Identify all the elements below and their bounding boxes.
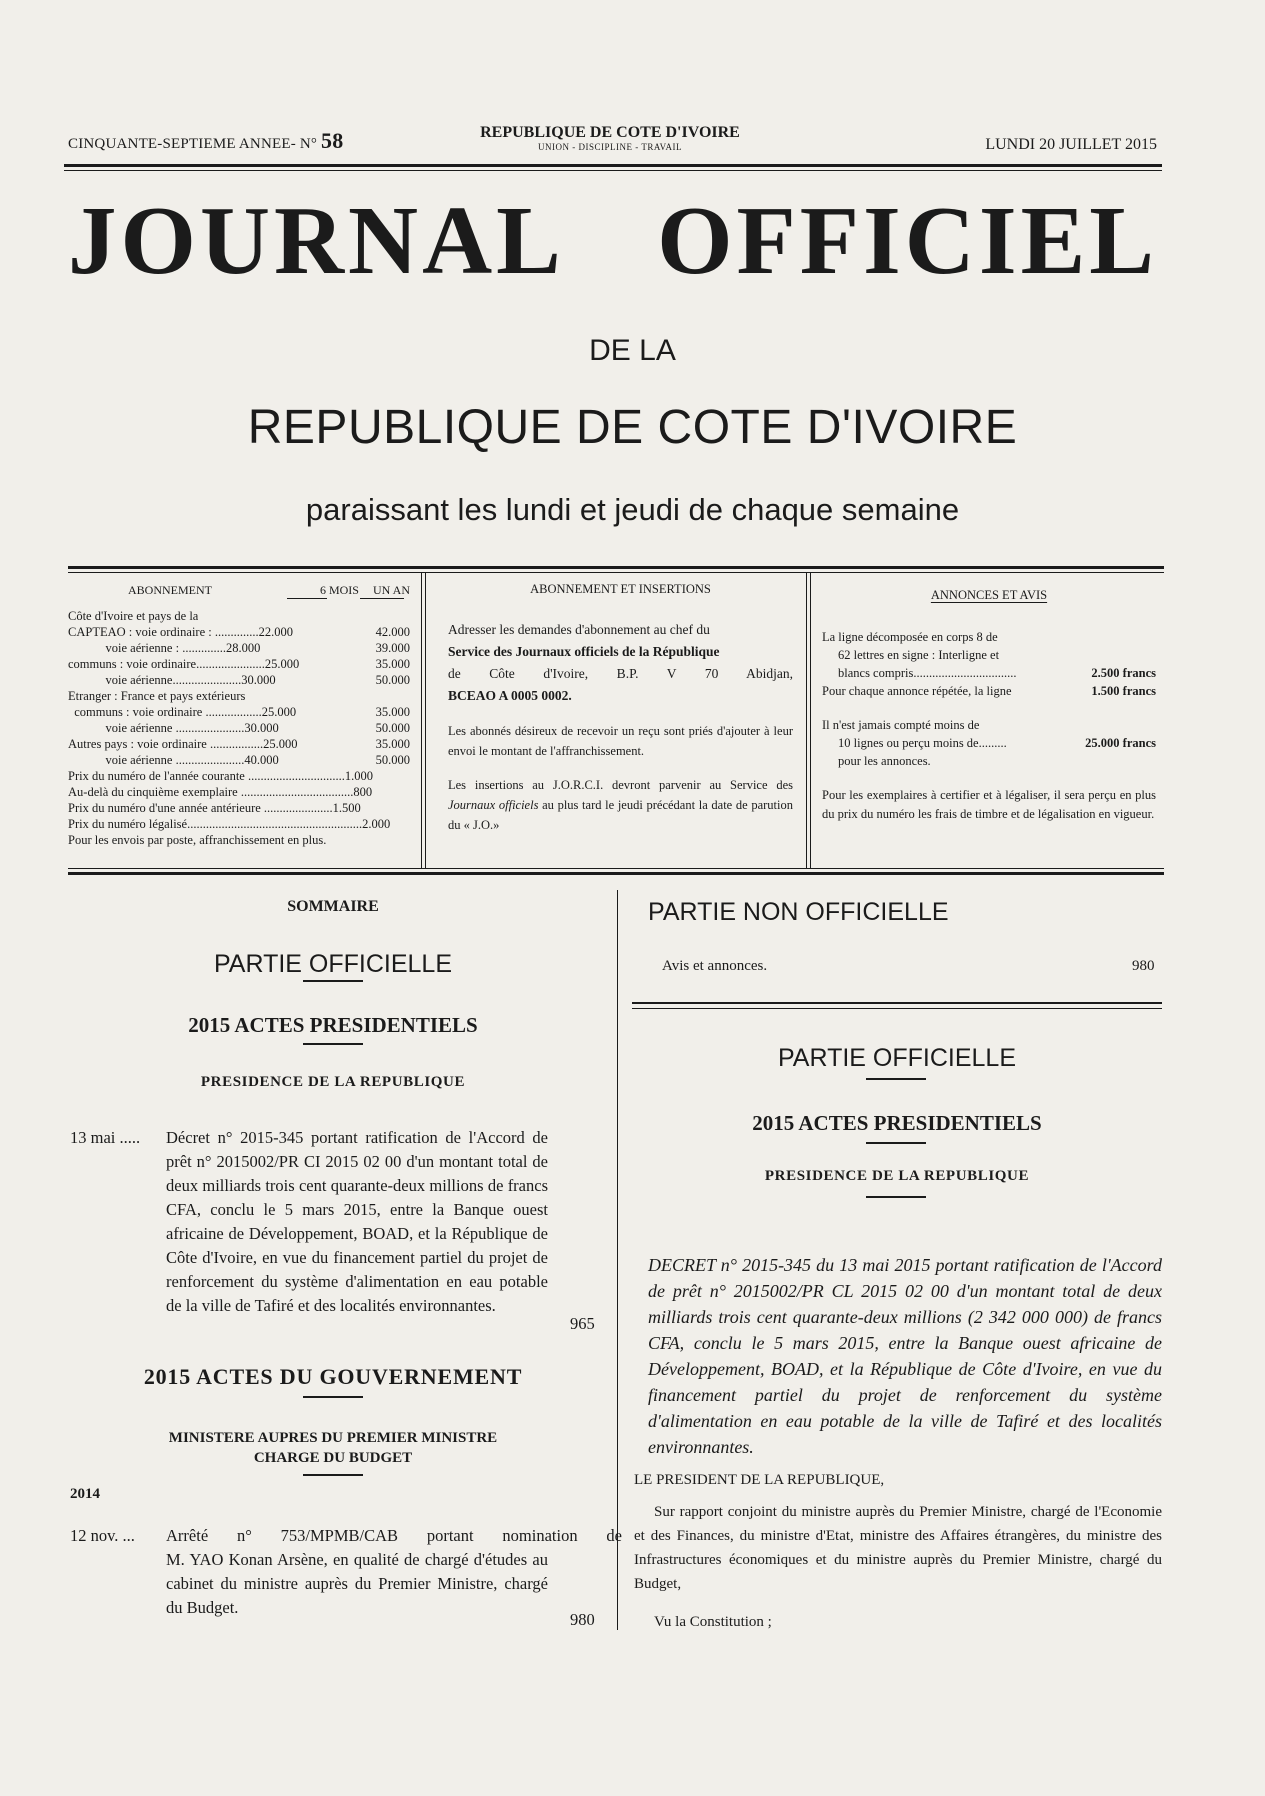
abonnement-row [68, 624, 410, 640]
abonnement-rows [68, 608, 410, 768]
insertions-p1-line4: BCEAO A 0005 0002. [448, 688, 572, 703]
sommaire-partie-officielle: PARTIE OFFICIELLE [213, 950, 453, 978]
annonces-line4-row [822, 682, 1156, 700]
insertions-p3-b: Journaux officiels [448, 798, 539, 812]
box-top-rule [68, 566, 1164, 569]
abonnement-prices [68, 768, 410, 848]
abonnement-box [68, 582, 410, 848]
header-rule-thick [64, 164, 1162, 167]
abonnement-row-annual: 35.000 [375, 657, 410, 671]
sommaire-entry-decree [70, 1126, 610, 1336]
main-partie-officielle: PARTIE OFFICIELLE [777, 1044, 1017, 1072]
rule-under-ministere [303, 1474, 363, 1476]
republic-header [440, 124, 780, 152]
entry-page: 965 [570, 1314, 595, 1333]
issue-number: 58 [321, 128, 344, 153]
entry-text: Décret n° 2015-345 portant ratification de l'Accord de prêt n° 2015002/PR CI 2015 02 00 d'un montant total de deux milliards trois cent quarante-deux millions de francs CFA, conclu le 5 mars 2015, entre la Banque ouest africaine de Développement, BOAD, et la République de Côte d'Ivoire, en vue du financement partiel du projet de renforcement du système d'alimentation en eau potable de la ville de Tafiré et des localités environnantes. [166, 1128, 548, 1315]
partie-non-officielle: PARTIE NON OFFICIELLE [648, 898, 949, 926]
abonnement-row-annual: 35.000 [375, 737, 410, 751]
sommaire-actes-presidentiels: 2015 ACTES PRESIDENTIELS [188, 1013, 478, 1037]
year-label: CINQUANTE-SEPTIEME ANNEE- N° [68, 136, 318, 152]
abonnement-row [68, 672, 410, 688]
ministere-line1: MINISTERE AUPRES DU PREMIER MINISTRE [168, 1430, 498, 1446]
abonnement-row [68, 656, 410, 672]
abonnement-price-line: Au-delà du cinquième exemplaire ....................................800 [68, 785, 373, 799]
annonces-line2: 62 lettres en signe : Interligne et [838, 648, 1000, 662]
sommaire-entry-arrete [70, 1524, 622, 1634]
header-rule-thin [64, 170, 1162, 171]
rule-under-gouvernement [303, 1396, 363, 1398]
decree-vu-constitution: Vu la Constitution ; [654, 1614, 772, 1630]
insertions-p3 [448, 775, 793, 835]
rule-after-sommaire [632, 1002, 1162, 1004]
abonnement-row-annual: 42.000 [375, 625, 410, 639]
entry-page: 980 [570, 1610, 595, 1629]
main-actes-presidentiels: 2015 ACTES PRESIDENTIELS [752, 1111, 1042, 1135]
republic-name: REPUBLIQUE DE COTE D'IVOIRE [480, 124, 740, 141]
issue-date: LUNDI 20 JUILLET 2015 [985, 136, 1157, 153]
rule-under-partie [303, 980, 363, 982]
entry-text-rest: M. YAO Konan Arsène, en qualité de chargé d'études au cabinet du ministre auprès du Premier Ministre, chargé du Budget. [166, 1550, 548, 1617]
decree-president: LE PRESIDENT DE LA REPUBLIQUE, [634, 1472, 885, 1488]
box-top-rule-thin [68, 572, 1164, 573]
box-divider-1 [421, 573, 422, 869]
abonnement-row-label: CAPTEAO : voie ordinaire : ..............22.000 [68, 625, 293, 639]
masthead-republic: REPUBLIQUE DE COTE D'IVOIRE [247, 401, 1018, 454]
box-divider-2 [806, 573, 807, 869]
annonces-line6: 10 lignes ou perçu moins de......... [838, 736, 1007, 750]
abonnement-row-annual: 50.000 [375, 753, 410, 767]
decree-rapport: Sur rapport conjoint du ministre auprès du Premier Ministre, chargé de l'Economie et des Finances, du ministre d'Etat, ministre des Affaires étrangères, du ministre des Infrastructures économiques et du ministre auprès du Premier Ministre, chargé du Budget, [634, 1504, 1162, 1592]
annonces-price-line: 2.500 francs [1091, 666, 1156, 680]
insertions-box [448, 582, 793, 835]
abonnement-row-annual: 50.000 [375, 673, 410, 687]
col-6-mois: 6 MOIS [319, 583, 359, 597]
ministere-line2: CHARGE DU BUDGET [253, 1450, 413, 1466]
insertions-p2: Les abonnés désireux de recevoir un reçu sont priés d'ajouter à leur envoi le montant de l'affranchissement. [448, 724, 793, 758]
publication-frequency: paraissant les lundi et jeudi de chaque semaine [305, 492, 960, 527]
rule-under-main-presidence [866, 1196, 926, 1198]
abonnement-row [68, 688, 410, 704]
abonnement-row [68, 736, 410, 752]
insertions-p3-c: au plus tard le jeudi précédant la date de parution du « J.O.» [448, 798, 793, 832]
insertions-p3-a: Les insertions au J.O.R.C.I. devront parvenir au Service des [448, 778, 793, 792]
abonnement-row-annual: 50.000 [375, 721, 410, 735]
masthead-word-journal: JOURNAL [68, 187, 565, 294]
abonnement-row-annual: 35.000 [375, 705, 410, 719]
box-bottom-rule [68, 872, 1164, 875]
insertions-p1-line3: de Côte d'Ivoire, B.P. V 70 Abidjan, [448, 666, 793, 681]
insertions-head: ABONNEMENT ET INSERTIONS [530, 582, 711, 596]
abonnement-price-line: Prix du numéro d'une année antérieure ......................1.500 [68, 801, 361, 815]
annonces-line6-row [822, 734, 1156, 752]
col-underline-1 [287, 598, 327, 599]
column-divider [617, 890, 618, 1630]
decree-title: DECRET n° 2015-345 du 13 mai 2015 portant ratification de l'Accord de prêt n° 2015002/PR CL 2015 02 00 d'un montant total de deux milliards trois cent quarante-deux millions (2 342 000 000) de francs CFA, conclu le 5 mars 2015, entre la Banque ouest africaine de Développement, BOAD, et la République de Côte d'Ivoire, en vue du financement partiel du projet de renforcement du système d'alimentation en eau potable de la ville de Tafiré et des localités environnantes. [648, 1255, 1162, 1457]
abonnement-row-label: communs : voie ordinaire ..................25.000 [68, 705, 297, 719]
avis-page: 980 [1132, 958, 1155, 974]
sommaire-ministere [68, 1428, 598, 1468]
annonces-line1: La ligne décomposée en corps 8 de [822, 630, 998, 644]
avis-annonces: Avis et annonces. [662, 958, 768, 974]
annonces-legalisation: Pour les exemplaires à certifier et à légaliser, il sera perçu en plus du prix du numéro les frais de timbre et de légalisation en vigueur. [822, 788, 1156, 821]
entry-date: 13 mai ..... [70, 1128, 141, 1147]
abonnement-row-annual [358, 688, 410, 704]
abonnement-row [68, 720, 410, 736]
insertions-p1-line2: Service des Journaux officiels de la République [448, 644, 720, 659]
abonnement-row-label: communs : voie ordinaire......................25.000 [68, 657, 300, 671]
abonnement-row-label: voie aérienne ......................40.000 [68, 753, 279, 767]
annonces-line3: blancs compris................................. [838, 666, 1017, 680]
rule-under-main-actes [866, 1142, 926, 1144]
main-presidence: PRESIDENCE DE LA REPUBLIQUE [764, 1168, 1030, 1184]
masthead-de-la: DE LA [589, 334, 676, 367]
entry-date: 12 nov. ... [70, 1526, 135, 1545]
insertions-p1 [448, 619, 793, 707]
annonces-price-repeat: 1.500 francs [1091, 684, 1156, 698]
abonnement-price-line: Prix du numéro de l'année courante ...............................1.000 [68, 769, 373, 783]
col-underline-2 [360, 598, 404, 599]
box-divider-2b [810, 573, 811, 869]
sommaire-presidence: PRESIDENCE DE LA REPUBLIQUE [200, 1074, 466, 1090]
annonces-line7: pour les annonces. [838, 754, 931, 768]
insertions-p1-line1: Adresser les demandes d'abonnement au chef du [448, 622, 710, 637]
abonnement-row-label: voie aérienne ......................30.000 [68, 721, 279, 735]
motto: UNION - DISCIPLINE - TRAVAIL [538, 142, 682, 152]
abonnement-row-label: Etranger : France et pays extérieurs [68, 689, 246, 703]
abonnement-price-line: Prix du numéro légalisé........................................................2.000 [68, 817, 391, 831]
annonces-line5: Il n'est jamais compté moins de [822, 718, 980, 732]
sommaire-year: 2014 [70, 1486, 100, 1502]
abonnement-row-label: Côte d'Ivoire et pays de la [68, 609, 199, 623]
abonnement-row-annual: 39.000 [375, 641, 410, 655]
abonnement-head-label: ABONNEMENT [128, 583, 212, 597]
annonces-line3-row [822, 664, 1156, 682]
annonces-head: ANNONCES ET AVIS [930, 588, 1048, 602]
sommaire-title: SOMMAIRE [287, 898, 379, 915]
abonnement-row-annual [358, 608, 410, 624]
entry-text-first: Arrêté n° 753/MPMB/CAB portant nomination de [166, 1526, 622, 1545]
annonces-line4: Pour chaque annonce répétée, la ligne [822, 684, 1012, 698]
annonces-box [822, 586, 1156, 824]
abonnement-row [68, 608, 410, 624]
abonnement-row [68, 704, 410, 720]
annonces-price-min: 25.000 francs [1085, 736, 1156, 750]
issue-line [68, 128, 343, 154]
box-bottom-rule-thin [68, 868, 1164, 869]
sommaire-actes-gouvernement: 2015 ACTES DU GOUVERNEMENT [143, 1364, 523, 1389]
abonnement-row-label: voie aérienne......................30.000 [68, 673, 276, 687]
masthead-title [68, 187, 1158, 294]
rule-under-actes [303, 1043, 363, 1045]
rule-under-main-partie [866, 1078, 926, 1080]
box-divider-1b [425, 573, 426, 869]
col-un-an: UN AN [372, 583, 410, 597]
abonnement-row-label: Autres pays : voie ordinaire .................25.000 [68, 737, 298, 751]
abonnement-row [68, 640, 410, 656]
masthead-word-officiel: OFFICIEL [657, 187, 1158, 294]
abonnement-header [68, 582, 410, 598]
abonnement-row [68, 752, 410, 768]
abonnement-price-line: Pour les envois par poste, affranchissement en plus. [68, 833, 327, 847]
rule-after-sommaire-thin [632, 1008, 1162, 1009]
abonnement-row-label: voie aérienne : ..............28.000 [68, 641, 261, 655]
